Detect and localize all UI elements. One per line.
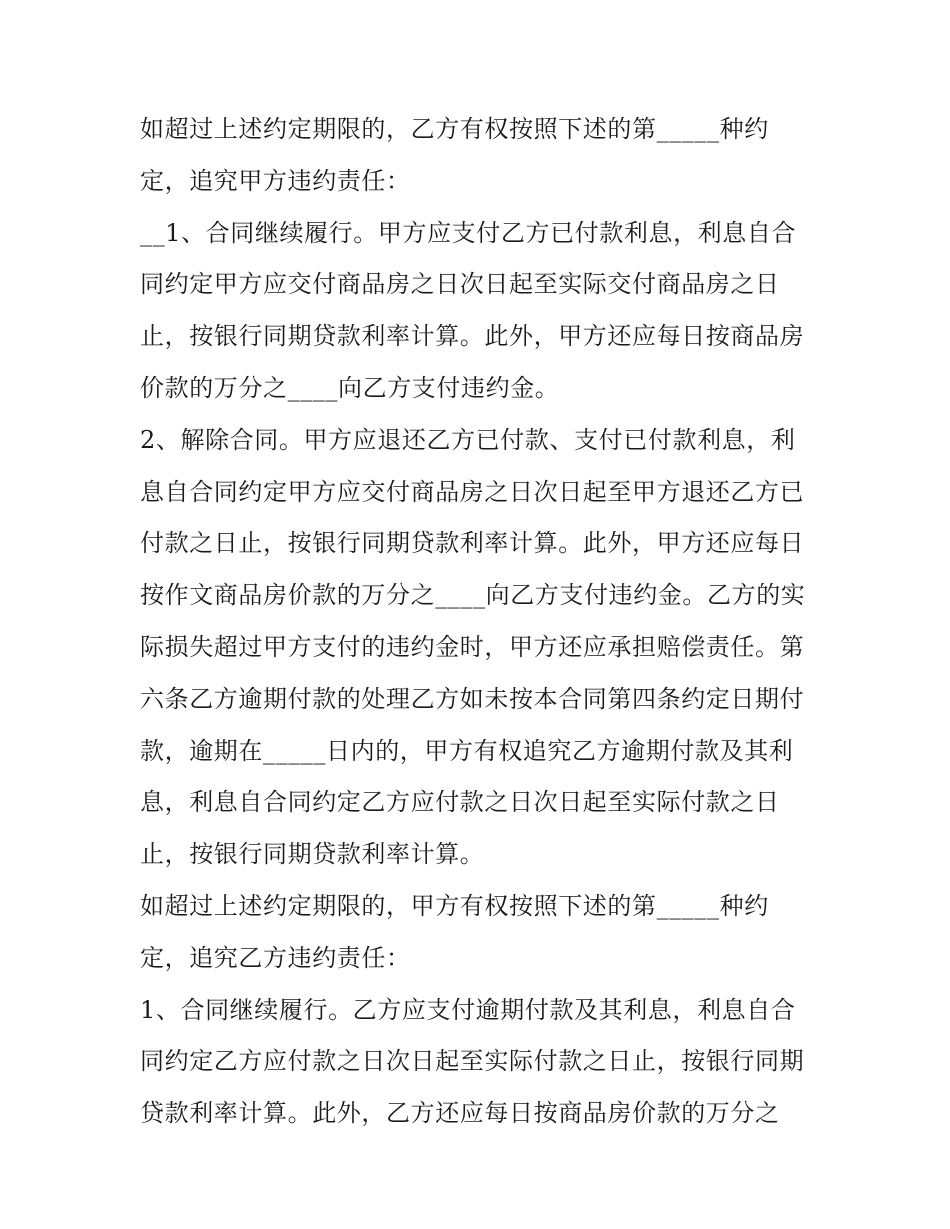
text-line: 如超过上述约定期限的，甲方有权按照下述的第_____种约: [140, 891, 769, 920]
text-line: 定，追究甲方违约责任：: [140, 166, 411, 195]
text-line: 同约定乙方应付款之日次日起至实际付款之日止，按银行同期: [140, 1047, 805, 1076]
text-line: 如超过上述约定期限的，乙方有权按照下述的第_____种约: [140, 115, 769, 143]
document-body: [140, 104, 812, 1140]
text-line: 止，按银行同期贷款利率计算。: [140, 840, 485, 869]
text-line: 际损失超过甲方支付的违约金时，甲方还应承担赔偿责任。第: [140, 632, 805, 661]
text-line: 息自合同约定甲方应交付商品房之日次日起至甲方退还乙方已: [140, 477, 805, 506]
text-line: 2、解除合同。甲方应退还乙方已付款、支付已付款利息，利: [140, 425, 796, 454]
text-line: 价款的万分之____向乙方支付违约金。: [140, 373, 560, 402]
text-line: __1、合同继续履行。甲方应支付乙方已付款利息，利息自合: [140, 218, 797, 247]
text-line: 同约定甲方应交付商品房之日次日起至实际交付商品房之日: [140, 270, 780, 299]
text-line: 定，追究乙方违约责任：: [140, 943, 411, 972]
text-line: 贷款利率计算。此外，乙方还应每日按商品房价款的万分之: [140, 1099, 780, 1128]
text-line: 1、合同继续履行。乙方应支付逾期付款及其利息，利息自合: [140, 995, 796, 1024]
text-line: 六条乙方逾期付款的处理乙方如未按本合同第四条约定日期付: [140, 684, 805, 713]
text-line: 款，逾期在_____日内的，甲方有权追究乙方逾期付款及其利: [140, 736, 794, 765]
text-line: 息，利息自合同约定乙方应付款之日次日起至实际付款之日: [140, 788, 780, 817]
text-line: 止，按银行同期贷款利率计算。此外，甲方还应每日按商品房: [140, 322, 805, 351]
text-line: 按作文商品房价款的万分之____向乙方支付违约金。乙方的实: [140, 581, 806, 610]
text-line: 付款之日止，按银行同期贷款利率计算。此外，甲方还应每日: [140, 529, 805, 558]
